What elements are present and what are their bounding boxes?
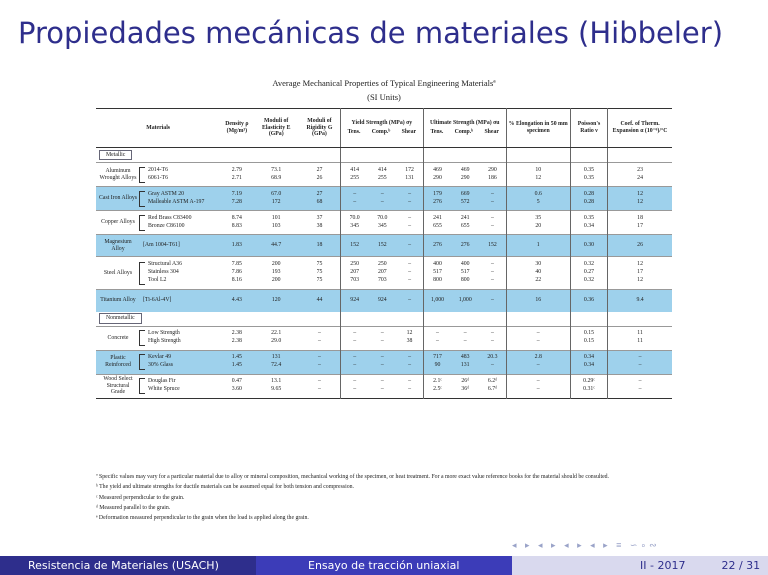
slide-footer (0, 556, 768, 575)
table-cell-value: 13.1 (271, 378, 282, 385)
table-cell-value: 9.65 (271, 386, 282, 392)
table-cell-value: 27 (316, 166, 323, 173)
header-ultimate-shear: Shear (484, 129, 499, 135)
table-cell-value: – (353, 386, 357, 392)
material-name: 6061-T6 (148, 174, 168, 181)
table-cell-value: 0.34 (583, 362, 595, 368)
table-cell-value: – (353, 378, 357, 385)
table-cell-value: 12 (637, 261, 643, 268)
table-cell-value: 0.32 (583, 261, 595, 268)
table-cell-value: 669 (460, 190, 470, 197)
table-cell-value: 35 (535, 214, 542, 221)
table-cell-value: 152 (488, 241, 497, 248)
table-cell-value: – (490, 269, 494, 276)
table-cell-value: – (408, 386, 411, 392)
header-ultimate-comp: Comp.ᵇ (454, 129, 474, 135)
header-poisson: Poisson's Ratio ν (570, 109, 607, 148)
header-ultimate-tens: Tens. (430, 129, 444, 135)
table-cell-value: 2.71 (231, 174, 242, 181)
material-name: White Spruce (148, 386, 180, 392)
table-cell-value: 16 (535, 296, 542, 303)
header-elongation: % Elongation in 50 mm specimen (506, 109, 570, 148)
table-cell-value: – (408, 362, 411, 368)
table-cell-value: – (380, 338, 384, 344)
table-cell-value: 152 (378, 241, 387, 248)
table-cell-value: 241 (460, 214, 470, 221)
beamer-nav-icons[interactable]: ◂ ▸ ◂ ▸ ◂ ▸ ◂ ▸ ≡ ∽∘∾ (512, 540, 660, 550)
table-cell-value: – (408, 241, 411, 248)
table-cell-value: 17 (637, 269, 643, 276)
material-group: Plastic Reinforced (105, 355, 131, 368)
table-units: (SI Units) (367, 92, 401, 102)
header-moduli-e: Moduli of Elasticity E (GPa) (253, 109, 299, 148)
table-cell-value: 0.31ᶜ (583, 386, 595, 392)
table-cell-value: 0.47 (231, 378, 242, 385)
table-cell-value: 345 (378, 222, 387, 229)
footer-term: II - 2017 (640, 559, 686, 572)
table-cell-value: 572 (460, 198, 470, 205)
table-cell-value: 23 (637, 166, 643, 173)
table-cell-value: 40 (535, 269, 542, 276)
table-cell-value: – (318, 362, 321, 368)
table-cell-value: 120 (271, 296, 281, 303)
table-cell-value: 414 (378, 166, 387, 173)
table-cell-value: – (638, 354, 642, 361)
table-cell-value: 38 (316, 222, 323, 229)
table-row (96, 235, 672, 257)
table-row (96, 326, 672, 350)
material-group: Cast Iron Alloys (99, 195, 138, 202)
material-name: Kevlar 49 (148, 354, 172, 361)
table-cell-value: 517 (433, 269, 442, 276)
table-cell-value: 2.38 (231, 338, 242, 344)
table-cell-value: – (436, 338, 439, 344)
table-cell-value: 12 (406, 330, 413, 337)
table-cell-value: – (353, 330, 357, 337)
table-cell-value: 655 (433, 222, 442, 229)
footnote: ᵇ The yield and ultimate strengths for ductile materials can be assumed equal for both tension and compression. (96, 484, 354, 491)
footnote: ᵉ Deformation measured perpendicular to the grain when the load is applied along the grain. (96, 515, 309, 522)
table-cell-value: – (490, 190, 494, 197)
table-cell-value: 0.6 (534, 190, 542, 197)
table-cell-value: – (408, 214, 411, 221)
table-cell-value: 276 (433, 241, 442, 248)
table-cell-value: – (490, 330, 494, 337)
table-cell-value: 27 (316, 190, 323, 197)
table-cell-value: 3.60 (231, 386, 242, 392)
properties-table (96, 108, 672, 399)
header-ultimate (423, 109, 506, 148)
table-cell-value: – (490, 338, 494, 344)
table-cell-value: – (318, 338, 321, 344)
table-cell-value: 26 (637, 241, 643, 248)
category-row (96, 148, 672, 163)
table-cell-value: 0.28 (583, 190, 595, 197)
table-cell-value: – (490, 261, 494, 268)
table-cell-value: 924 (350, 296, 359, 303)
table-cell-value: – (490, 198, 494, 205)
table-cell-value: – (353, 354, 357, 361)
table-cell-value: 0.35 (583, 174, 595, 181)
table-cell-value: 22 (535, 276, 542, 283)
table-row (96, 211, 672, 235)
table-cell-value: 12 (535, 174, 542, 181)
table-header-row (96, 109, 672, 148)
table-cell-value: 73.1 (271, 166, 282, 173)
header-density: Density ρ (Mg/m³) (220, 109, 253, 148)
table-cell-value: 703 (350, 276, 359, 283)
table-cell-value: – (490, 276, 494, 283)
table-cell-value: 290 (460, 174, 470, 181)
table-cell-value: 483 (460, 354, 470, 361)
footnote: ᶜ Measured perpendicular to the grain. (96, 494, 185, 501)
table-cell-value: 67.0 (271, 190, 282, 197)
header-yield-comp: Comp.ᵇ (371, 129, 391, 135)
table-cell-value: 276 (460, 241, 470, 248)
material-name: [Am 1004-T61] (143, 241, 180, 248)
table-cell-value: 469 (433, 166, 442, 173)
table-cell-value: 250 (378, 261, 387, 268)
table-cell-value: – (638, 386, 642, 392)
table-cell-value: 172 (271, 198, 281, 205)
table-cell-value: 2.1ᶜ (433, 378, 442, 385)
table-cell-value: 6.2ᵈ (487, 378, 497, 385)
table-cell-value: – (380, 190, 384, 197)
footnotes (96, 474, 696, 526)
table-cell-value: 75 (316, 276, 323, 283)
table-cell-value: 0.30 (583, 241, 595, 248)
table-cell-value: 29.0 (271, 338, 282, 344)
table-cell-value: 703 (378, 276, 387, 283)
table-body (96, 148, 672, 399)
table-cell-value: – (318, 386, 321, 392)
material-name: Douglas Fir (148, 378, 176, 385)
header-ultimate-label: Ultimate Strength (MPa) σu (429, 120, 500, 127)
table-cell-value: 717 (433, 354, 442, 361)
table-cell-value: 7.19 (231, 190, 242, 197)
header-yield-label: Yield Strength (MPa) σy (351, 120, 413, 127)
table-cell-value: – (408, 190, 411, 197)
table-cell-value: 1,000 (458, 296, 472, 303)
table-cell-value: – (436, 330, 439, 337)
header-moduli-g: Moduli of Rigidity G (GPa) (299, 109, 340, 148)
material-name: Malleable ASTM A-197 (148, 198, 205, 205)
table-cell-value: 72.4 (271, 362, 282, 368)
grouping-brace (139, 191, 145, 207)
table-cell-value: – (463, 330, 467, 337)
table-cell-value: 75 (316, 269, 323, 276)
table-cell-value: 1.45 (231, 354, 242, 361)
material-name: High Strength (148, 338, 181, 344)
grouping-brace (139, 354, 145, 370)
table-cell-value: 1,000 (430, 296, 445, 303)
table-cell-value: – (536, 378, 540, 385)
table-cell-value: – (536, 330, 540, 337)
table-cell-value: 0.35 (583, 166, 595, 173)
table-cell-value: 103 (271, 222, 281, 229)
table-cell-value: 0.15 (583, 330, 595, 337)
table-cell-value: – (408, 378, 411, 385)
table-cell-value: – (353, 338, 357, 344)
table-cell-value: 90 (434, 362, 441, 368)
table-cell-value: – (638, 378, 642, 385)
table-cell-value: – (490, 222, 494, 229)
table-cell-value: 131 (405, 174, 414, 181)
table-cell-value: 38 (406, 338, 413, 344)
material-group: Copper Alloys (101, 219, 135, 226)
table-cell-value: – (408, 222, 411, 229)
material-name: Gray ASTM 20 (148, 190, 185, 197)
table-cell-value: 2.79 (231, 166, 242, 173)
table-cell-value: – (380, 330, 384, 337)
table-cell-value: 44 (316, 296, 323, 303)
table-cell-value: 1.83 (231, 241, 242, 248)
material-name: Bronze C86100 (148, 222, 185, 229)
table-cell-value: 36ᵈ (461, 386, 470, 392)
table-row (96, 257, 672, 290)
table-cell-value: – (490, 362, 494, 368)
table-row (96, 187, 672, 211)
material-name: Stainless 304 (148, 269, 179, 276)
table-cell-value: 200 (271, 261, 281, 268)
slide-title: Propiedades mecánicas de materiales (Hibbeler) (18, 16, 724, 50)
table-cell-value: 26 (316, 174, 323, 181)
table-cell-value: 8.16 (231, 276, 242, 283)
table-cell-value: 152 (350, 241, 359, 248)
table-cell-value: 8.74 (231, 214, 242, 221)
material-group: Aluminum Wrought Alloys (99, 167, 137, 181)
category-label: Metallic (99, 150, 132, 161)
footnote: ª Specific values may vary for a particular material due to alloy or mineral composition, mechanical working of the specimen, or heat treatment. For a more exact value reference books for the material should be consulted. (96, 474, 609, 480)
table-cell-value: – (408, 198, 411, 205)
material-name: Tool L2 (148, 276, 167, 283)
table-cell-value: 0.34 (583, 222, 595, 229)
table-cell-value: 186 (488, 174, 497, 181)
grouping-brace (139, 330, 145, 346)
table-cell-value: – (380, 378, 384, 385)
grouping-brace (139, 378, 145, 394)
table-cell-value: 172 (405, 166, 414, 173)
table-cell-value: 1.45 (231, 362, 242, 368)
header-yield (340, 109, 423, 148)
table-cell-value: – (536, 386, 540, 392)
table-row (96, 374, 672, 398)
table-cell-value: 800 (433, 276, 442, 283)
table-cell-value: – (638, 362, 642, 368)
table-cell-value: 70.0 (349, 214, 360, 221)
table-cell-value: 30 (535, 261, 542, 268)
table-cell-value: 17 (637, 222, 643, 229)
table-row (96, 350, 672, 374)
table-cell-value: – (380, 362, 384, 368)
table-cell-value: – (408, 269, 411, 276)
table-cell-value: – (380, 354, 384, 361)
table-cell-value: 7.85 (231, 261, 242, 268)
table-cell-value: 70.0 (377, 214, 388, 221)
table-cell-value: 26ᵈ (461, 378, 470, 385)
material-name: Low Strength (148, 330, 180, 337)
table-cell-value: 255 (350, 174, 359, 181)
table-cell-value: 9.4 (636, 296, 644, 303)
grouping-brace (139, 167, 145, 183)
header-materials: Materials (96, 109, 220, 148)
table-cell-value: 11 (637, 330, 643, 337)
table-cell-value: – (318, 378, 321, 385)
table-cell-value: 7.28 (231, 198, 242, 205)
table-cell-value: 44.7 (271, 241, 282, 248)
table-cell-value: 18 (316, 241, 323, 248)
table-cell-value: – (353, 198, 357, 205)
table-cell-value: 12 (637, 190, 643, 197)
table-cell-value: 12 (637, 276, 643, 283)
table-cell-value: 37 (316, 214, 323, 221)
header-yield-tens: Tens. (347, 129, 361, 135)
table-cell-value: – (380, 386, 384, 392)
material-name: Structural A36 (148, 261, 182, 268)
table-cell-value: 20.3 (487, 354, 498, 361)
table-cell-value: 131 (460, 362, 470, 368)
header-thermal: Coef. of Therm. Expansion α (10⁻⁶)/°C (608, 109, 672, 148)
table-cell-value: 517 (460, 269, 470, 276)
table-cell-value: 414 (350, 166, 359, 173)
table-row (96, 290, 672, 312)
table-cell-value: 18 (637, 214, 643, 221)
table-row (96, 163, 672, 187)
table-cell-value: 0.15 (583, 338, 595, 344)
table-cell-value: 0.32 (583, 276, 595, 283)
table-cell-value: 20 (535, 222, 542, 229)
table-cell-value: 10 (535, 166, 542, 173)
table-cell-value: 0.28 (583, 198, 595, 205)
material-group: Concrete (107, 334, 129, 341)
table-cell-value: 2.38 (231, 330, 242, 337)
table-cell-value: 179 (433, 190, 442, 197)
grouping-brace (139, 215, 145, 231)
table-cell-value: – (490, 296, 494, 303)
footer-page-number: 22 / 31 (721, 559, 761, 572)
table-cell-value: – (318, 354, 321, 361)
table-cell-value: – (536, 338, 540, 344)
table-cell-value: 7.86 (231, 269, 242, 276)
table-cell-value: 131 (271, 354, 281, 361)
header-yield-shear: Shear (401, 129, 417, 135)
table-cell-value: 207 (350, 269, 359, 276)
table-caption: Average Mechanical Properties of Typical Engineering Materialsª (272, 78, 496, 88)
table-cell-value: 800 (460, 276, 470, 283)
table-cell-value: 8.83 (231, 222, 242, 229)
table-cell-value: 68 (316, 198, 323, 205)
table-cell-value: – (353, 190, 357, 197)
table-cell-value: 0.27 (583, 269, 595, 276)
table-cell-value: – (380, 198, 384, 205)
table-cell-value: 0.29ᶜ (583, 378, 595, 385)
footnote: ᵈ Measured parallel to the grain. (96, 504, 171, 511)
table-cell-value: 0.36 (583, 296, 595, 303)
table-cell-value: – (408, 296, 411, 303)
table-cell-value: 207 (378, 269, 387, 276)
material-name: Red Brass C83400 (148, 214, 192, 221)
table-cell-value: 75 (316, 261, 323, 268)
table-cell-value: 12 (637, 198, 643, 205)
material-group: Steel Alloys (103, 269, 133, 276)
table-cell-value: 255 (378, 174, 387, 181)
footer-course: Resistencia de Materiales (USACH) (0, 556, 256, 575)
table-cell-value: – (463, 338, 467, 344)
table-cell-value: 655 (460, 222, 470, 229)
table-cell-value: 2.5ᶜ (433, 386, 442, 392)
table-cell-value: 1 (536, 241, 540, 248)
table-cell-value: – (353, 362, 357, 368)
material-group: Magnesium Alloy (104, 238, 132, 252)
table-cell-value: 241 (433, 214, 442, 221)
table-cell-value: 68.9 (271, 174, 282, 181)
table-cell-value: 2.8 (534, 354, 542, 361)
table-cell-value: 0.34 (583, 354, 595, 361)
table-cell-value: 276 (433, 198, 442, 205)
table-cell-value: 6.7ᵈ (487, 386, 497, 392)
footer-topic: Ensayo de tracción uniaxial (256, 556, 512, 575)
material-group: Titanium Alloy (100, 297, 136, 304)
table-cell-value: 400 (433, 261, 442, 268)
table-cell-value: 469 (460, 166, 470, 173)
table-cell-value: 290 (433, 174, 442, 181)
grouping-brace (139, 262, 145, 285)
table-cell-value: 4.43 (231, 296, 242, 303)
table-cell-value: 290 (488, 166, 497, 173)
table-cell-value: 5 (536, 198, 540, 205)
table-cell-value: 22.1 (271, 330, 282, 337)
material-name: [Ti-6Al-4V] (143, 296, 172, 303)
table-cell-value: – (318, 330, 321, 337)
table-cell-value: – (408, 354, 411, 361)
table-cell-value: 0.35 (583, 214, 595, 221)
category-row (96, 312, 672, 327)
material-name: 30% Glass (148, 362, 173, 368)
table-cell-value: – (408, 261, 411, 268)
table-cell-value: – (490, 214, 494, 221)
table-cell-value: 400 (460, 261, 470, 268)
table-cell-value: 101 (271, 214, 281, 221)
table-cell-value: 924 (378, 296, 387, 303)
table-cell-value: – (536, 362, 540, 368)
table-cell-value: 345 (350, 222, 359, 229)
table-cell-value: – (408, 276, 411, 283)
table-cell-value: 11 (637, 338, 643, 344)
footer-info (512, 556, 768, 575)
table-cell-value: 193 (271, 269, 281, 276)
table-cell-value: 250 (350, 261, 359, 268)
material-name: 2014-T6 (148, 166, 168, 173)
category-label: Nonmetallic (99, 313, 142, 324)
material-group: Wood Select Structural Grade (103, 376, 133, 396)
table-cell-value: 200 (271, 276, 281, 283)
table-cell-value: 24 (637, 174, 643, 181)
